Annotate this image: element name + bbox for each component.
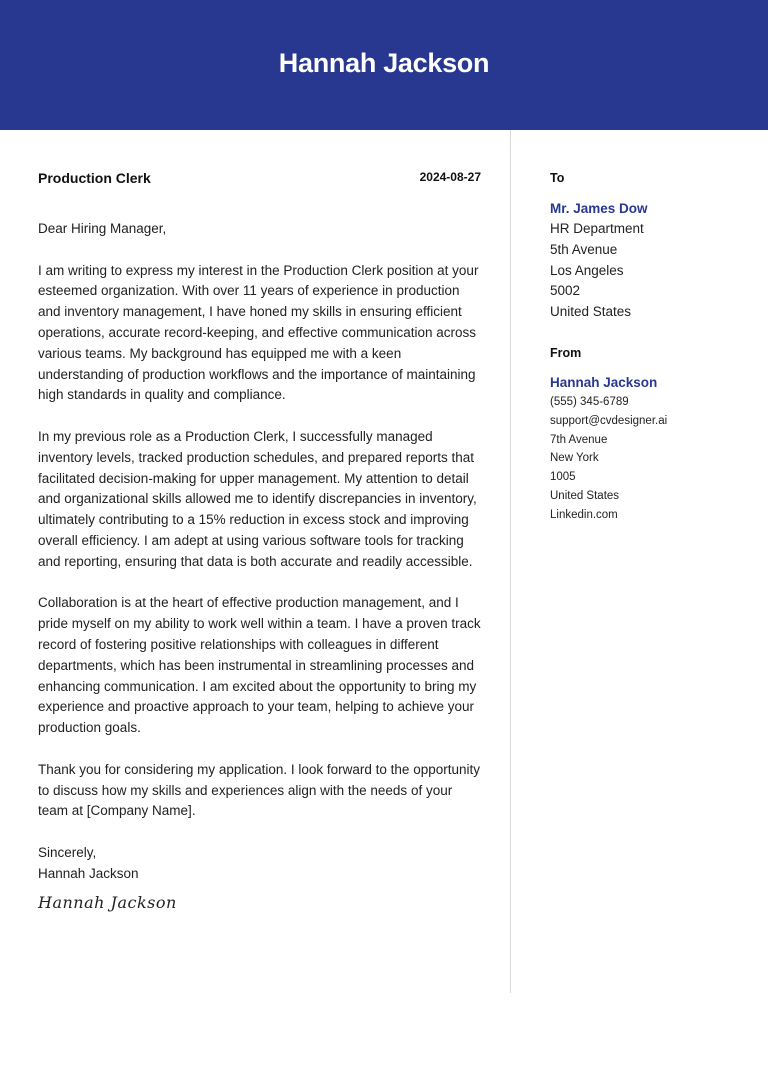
closing-block — [38, 843, 482, 885]
sender-name: Hannah Jackson — [550, 374, 658, 390]
letter-body — [38, 168, 482, 912]
sender-city: New York — [550, 452, 599, 465]
letter-date: 2024-08-27 — [419, 170, 481, 184]
closing-name: Hannah Jackson — [38, 865, 139, 881]
header-banner — [0, 0, 768, 130]
sender-phone: (555) 345-6789 — [550, 395, 629, 408]
sender-street: 7th Avenue — [550, 433, 608, 446]
handwritten-signature: Hannah Jackson — [38, 892, 177, 912]
paragraph-1: I am writing to express my interest in the Production Clerk position at your esteemed organization. With over 11 years of experience in production and inventory management, I have honed my skills in ensuring efficient operations, accurate record-keeping, and effective communication across various teams. My background has equipped me with a keen understanding of production workflows and the importance of maintaining high standards in quality and compliance. — [38, 262, 479, 403]
recipient-name: Mr. James Dow — [550, 201, 648, 216]
recipient-city: Los Angeles — [550, 262, 624, 278]
closing-salutation: Sincerely, — [38, 844, 97, 860]
to-heading: To — [550, 171, 565, 185]
from-heading: From — [550, 345, 582, 360]
paragraph-3: Collaboration is at the heart of effective production management, and I pride myself on my ability to work well within a team. I have a proven track record of fostering positive relationships with colleagues in different departments, which has been instrumental in streamlining processes and enhancing communication. I am excited about the opportunity to bring my experience and proactive approach to your team, helping to achieve your production goals. — [38, 595, 481, 736]
recipient-department: HR Department — [550, 221, 644, 236]
greeting: Dear Hiring Manager, — [38, 221, 167, 236]
recipient-street: 5th Avenue — [550, 241, 618, 257]
sender-country: United States — [550, 489, 620, 502]
sender-zip: 1005 — [550, 471, 576, 484]
recipient-zip: 5002 — [550, 283, 581, 299]
letter-meta-row — [38, 168, 482, 188]
paragraph-4: Thank you for considering my application. I look forward to the opportunity to discuss how my skills and experiences align with the needs of your team at [Company Name]. — [38, 761, 480, 819]
job-title: Production Clerk — [38, 170, 151, 186]
column-divider — [510, 130, 511, 993]
sidebar — [550, 168, 750, 525]
applicant-name-title: Hannah Jackson — [278, 48, 490, 78]
recipient-country: United States — [550, 304, 632, 320]
sender-email: support@cvdesigner.ai — [550, 414, 668, 427]
paragraph-2: In my previous role as a Production Clerk, I successfully managed inventory levels, tracked production schedules, and prepared reports that facilitated decision-making for upper management. My attention to detail and organizational skills allowed me to identify discrepancies in inventory, ultimately contributing to a 15% reduction in excess stock and improving overall efficiency. I am adept at using various software tools for tracking and reporting, ensuring that data is both accurate and readily accessible. — [38, 428, 477, 569]
sender-linkedin: Linkedin.com — [550, 508, 618, 521]
